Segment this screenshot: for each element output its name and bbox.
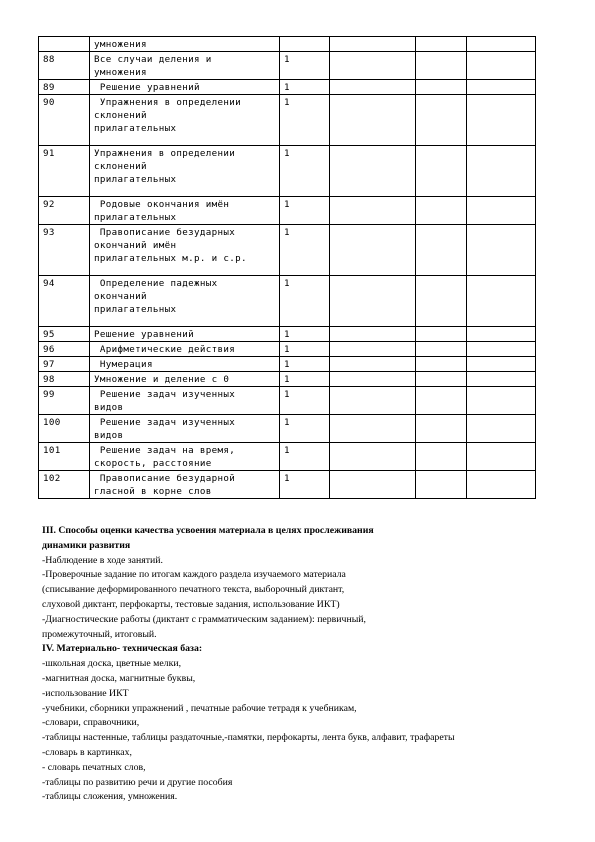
lesson-number-cell: 89 bbox=[39, 80, 90, 95]
empty-cell bbox=[467, 225, 536, 276]
lesson-topic-cell: Определение падежных окончаний прилагательных bbox=[90, 276, 280, 327]
lesson-topic-cell: Решение задач изученных видов bbox=[90, 387, 280, 415]
table-row bbox=[39, 80, 536, 95]
lesson-topic-cell: Правописание безударной гласной в корне слов bbox=[90, 471, 280, 499]
lesson-number-cell: 100 bbox=[39, 415, 90, 443]
section-4-line: -словари, справочники, bbox=[42, 717, 140, 729]
empty-cell bbox=[330, 415, 416, 443]
empty-cell bbox=[416, 146, 467, 197]
empty-cell bbox=[416, 471, 467, 499]
hours-cell: 1 bbox=[280, 372, 330, 387]
hours-cell: 1 bbox=[280, 415, 330, 443]
table-row bbox=[39, 197, 536, 225]
lesson-number-cell: 98 bbox=[39, 372, 90, 387]
hours-cell: 1 bbox=[280, 327, 330, 342]
empty-cell bbox=[416, 225, 467, 276]
section-3-title-line-2: динамики развития bbox=[42, 539, 131, 551]
document-text bbox=[42, 524, 562, 805]
lesson-number-cell: 101 bbox=[39, 443, 90, 471]
empty-cell bbox=[416, 197, 467, 225]
empty-cell bbox=[330, 197, 416, 225]
empty-cell bbox=[416, 415, 467, 443]
lesson-topic-cell: Родовые окончания имён прилагательных bbox=[90, 197, 280, 225]
table-row bbox=[39, 471, 536, 499]
lesson-plan-table bbox=[38, 36, 536, 499]
empty-cell bbox=[467, 197, 536, 225]
empty-cell bbox=[416, 276, 467, 327]
empty-cell bbox=[330, 471, 416, 499]
section-4-line: - словарь печатных слов, bbox=[42, 761, 146, 773]
lesson-number-cell: 94 bbox=[39, 276, 90, 327]
table-row bbox=[39, 37, 536, 52]
empty-cell bbox=[330, 80, 416, 95]
table-row bbox=[39, 372, 536, 387]
empty-cell bbox=[416, 80, 467, 95]
empty-cell bbox=[330, 327, 416, 342]
section-4-line: -таблицы по развитию речи и другие пособия bbox=[42, 776, 233, 788]
hours-cell: 1 bbox=[280, 225, 330, 276]
table-row bbox=[39, 146, 536, 197]
empty-cell bbox=[330, 146, 416, 197]
empty-cell bbox=[467, 37, 536, 52]
empty-cell bbox=[467, 357, 536, 372]
section-3-line: (списывание деформированного печатного текста, выборочный диктант, bbox=[42, 584, 345, 596]
lesson-number-cell: 97 bbox=[39, 357, 90, 372]
hours-cell: 1 bbox=[280, 52, 330, 80]
empty-cell bbox=[330, 372, 416, 387]
section-3-line: промежуточный, итоговый. bbox=[42, 628, 157, 640]
table-row bbox=[39, 276, 536, 327]
empty-cell bbox=[467, 443, 536, 471]
table-row bbox=[39, 327, 536, 342]
table-row bbox=[39, 225, 536, 276]
empty-cell bbox=[330, 387, 416, 415]
empty-cell bbox=[330, 357, 416, 372]
section-3-line: -Наблюдение в ходе занятий. bbox=[42, 554, 163, 566]
hours-cell: 1 bbox=[280, 443, 330, 471]
section-4-line: -таблицы сложения, умножения. bbox=[42, 791, 178, 803]
lesson-topic-cell: Упражнения в определении склонений прилагательных bbox=[90, 95, 280, 146]
lesson-topic-cell: Арифметические действия bbox=[90, 342, 280, 357]
empty-cell bbox=[467, 387, 536, 415]
table-row bbox=[39, 443, 536, 471]
section-4-line: -учебники, сборники упражнений , печатные рабочие тетрадя к учебникам, bbox=[42, 702, 357, 714]
empty-cell bbox=[467, 95, 536, 146]
lesson-number-cell: 96 bbox=[39, 342, 90, 357]
lesson-topic-cell: Решение уравнений bbox=[90, 327, 280, 342]
hours-cell: 1 bbox=[280, 95, 330, 146]
hours-cell: 1 bbox=[280, 357, 330, 372]
lesson-topic-cell: умножения bbox=[90, 37, 280, 52]
empty-cell bbox=[416, 37, 467, 52]
empty-cell bbox=[467, 471, 536, 499]
empty-cell bbox=[330, 225, 416, 276]
empty-cell bbox=[467, 372, 536, 387]
table-row bbox=[39, 52, 536, 80]
empty-cell bbox=[416, 342, 467, 357]
empty-cell bbox=[416, 443, 467, 471]
section-3-title-line-1: III. Способы оценки качества усвоения материала в целях прослеживания bbox=[42, 525, 374, 536]
empty-cell bbox=[467, 80, 536, 95]
empty-cell bbox=[467, 276, 536, 327]
empty-cell bbox=[330, 52, 416, 80]
empty-cell bbox=[416, 52, 467, 80]
section-4-line: -таблицы настенные, таблицы раздаточные,-памятки, перфокарты, лента букв, алфавит, трафареты bbox=[42, 732, 455, 744]
empty-cell bbox=[416, 372, 467, 387]
empty-cell bbox=[467, 327, 536, 342]
lesson-number-cell: 95 bbox=[39, 327, 90, 342]
table-row bbox=[39, 342, 536, 357]
lesson-plan-table-body bbox=[39, 37, 536, 499]
empty-cell bbox=[416, 95, 467, 146]
empty-cell bbox=[416, 327, 467, 342]
lesson-topic-cell: Решение уравнений bbox=[90, 80, 280, 95]
lesson-topic-cell: Решение задач изученных видов bbox=[90, 415, 280, 443]
section-3-line: -Диагностические работы (диктант с грамматическим заданием): первичный, bbox=[42, 613, 366, 625]
section-4-line: -магнитная доска, магнитные буквы, bbox=[42, 672, 196, 684]
lesson-number-cell: 90 bbox=[39, 95, 90, 146]
hours-cell: 1 bbox=[280, 276, 330, 327]
lesson-number-cell: 102 bbox=[39, 471, 90, 499]
lesson-topic-cell: Нумерация bbox=[90, 357, 280, 372]
lesson-number-cell: 88 bbox=[39, 52, 90, 80]
section-3-line: -Проверочные задание по итогам каждого раздела изучаемого материала bbox=[42, 569, 346, 581]
table-row bbox=[39, 357, 536, 372]
lesson-number-cell: 93 bbox=[39, 225, 90, 276]
lesson-number-cell: 92 bbox=[39, 197, 90, 225]
empty-cell bbox=[330, 276, 416, 327]
hours-cell: 1 bbox=[280, 80, 330, 95]
table-row bbox=[39, 95, 536, 146]
hours-cell: 1 bbox=[280, 342, 330, 357]
lesson-number-cell: 91 bbox=[39, 146, 90, 197]
empty-cell bbox=[467, 146, 536, 197]
table-row bbox=[39, 387, 536, 415]
lesson-number-cell: 99 bbox=[39, 387, 90, 415]
hours-cell: 1 bbox=[280, 197, 330, 225]
lesson-topic-cell: Умножение и деление с 0 bbox=[90, 372, 280, 387]
empty-cell bbox=[467, 415, 536, 443]
section-4-title: IV. Материально- техническая база: bbox=[42, 643, 203, 655]
section-4-line: -словарь в картинках, bbox=[42, 746, 132, 758]
empty-cell bbox=[416, 357, 467, 372]
empty-cell bbox=[416, 387, 467, 415]
section-4-line: -использование ИКТ bbox=[42, 687, 129, 699]
lesson-number-cell bbox=[39, 37, 90, 52]
table-row bbox=[39, 415, 536, 443]
empty-cell bbox=[330, 342, 416, 357]
empty-cell bbox=[467, 52, 536, 80]
section-3-line: слуховой диктант, перфокарты, тестовые задания, использование ИКТ) bbox=[42, 598, 340, 610]
hours-cell: 1 bbox=[280, 146, 330, 197]
hours-cell: 1 bbox=[280, 387, 330, 415]
empty-cell bbox=[330, 95, 416, 146]
lesson-topic-cell: Решение задач на время, скорость, расстояние bbox=[90, 443, 280, 471]
hours-cell bbox=[280, 37, 330, 52]
section-4-line: -школьная доска, цветные мелки, bbox=[42, 658, 182, 670]
hours-cell: 1 bbox=[280, 471, 330, 499]
empty-cell bbox=[467, 342, 536, 357]
empty-cell bbox=[330, 37, 416, 52]
lesson-topic-cell: Все случаи деления и умножения bbox=[90, 52, 280, 80]
lesson-topic-cell: Правописание безударных окончаний имён прилагательных м.р. и с.р. bbox=[90, 225, 280, 276]
lesson-topic-cell: Упражнения в определении склонений прилагательных bbox=[90, 146, 280, 197]
empty-cell bbox=[330, 443, 416, 471]
